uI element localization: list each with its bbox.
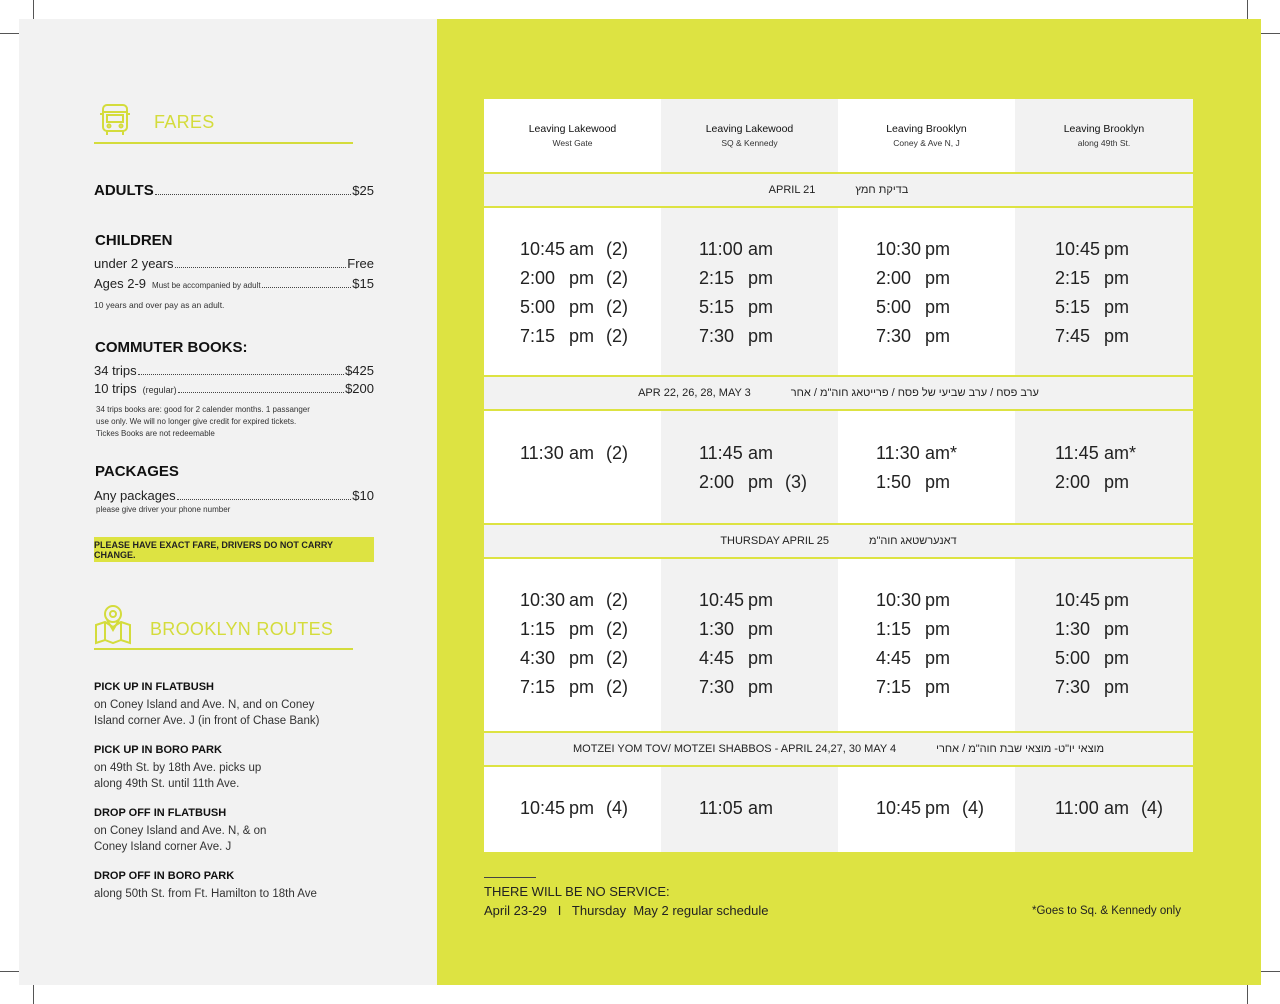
- departure-time: [1055, 235, 1141, 264]
- time-value: 7:15: [876, 677, 912, 697]
- time-value: 1:50: [876, 472, 912, 492]
- children-heading: CHILDREN: [95, 232, 173, 249]
- time-value: 7:30: [699, 677, 735, 697]
- commuter-heading: COMMUTER BOOKS:: [95, 339, 248, 356]
- am-pm: pm: [569, 268, 595, 288]
- column-title: Leaving Brooklyn: [1063, 123, 1145, 135]
- under2-row: [94, 256, 374, 271]
- crop-mark: [33, 985, 34, 1004]
- departure-time: [520, 235, 628, 264]
- am-pm: am: [1104, 798, 1130, 818]
- am-pm: am: [748, 798, 774, 818]
- column-header: [484, 99, 661, 172]
- am-pm: pm: [1104, 472, 1130, 492]
- route-text: on Coney Island and Ave. N, and on Coney Island corner Ave. J (in front of Chase Bank): [94, 699, 320, 727]
- time-value: 2:15: [699, 268, 735, 288]
- departure-time: [1055, 644, 1141, 673]
- band-english: THURSDAY APRIL 25: [720, 535, 829, 547]
- departure-time: [699, 322, 785, 351]
- departure-times: [520, 586, 628, 702]
- departure-time: [1055, 264, 1141, 293]
- departure-time: [699, 794, 785, 823]
- ages-label: Ages 2-9: [94, 276, 147, 291]
- band-english: APR 22, 26, 28, MAY 3: [638, 387, 751, 399]
- departure-times: [520, 235, 628, 351]
- am-pm: pm: [748, 297, 774, 317]
- am-pm: pm: [748, 677, 774, 697]
- departure-time: [876, 235, 962, 264]
- route-heading: DROP OFF IN BORO PARK: [94, 870, 235, 882]
- departure-time: [520, 615, 628, 644]
- trips34-row: [94, 363, 374, 378]
- route-note: (4): [962, 798, 984, 818]
- departure-time: [876, 615, 962, 644]
- column-subtitle: West Gate: [552, 138, 593, 148]
- am-pm: pm: [1104, 648, 1130, 668]
- route-text: on 49th St. by 18th Ave. picks up along 49th St. until 11th Ave.: [94, 762, 262, 790]
- am-pm: pm: [925, 590, 951, 610]
- trips10-note: (regular): [142, 385, 177, 395]
- time-value: 2:15: [1055, 268, 1091, 288]
- departure-time: [1055, 586, 1141, 615]
- am-pm: pm: [1104, 590, 1130, 610]
- departure-time: [876, 586, 962, 615]
- trips34-price: $425: [345, 363, 374, 378]
- route-heading: DROP OFF IN FLATBUSH: [94, 807, 227, 819]
- crop-mark: [1261, 971, 1280, 972]
- am-pm: am: [748, 239, 774, 259]
- departure-time: [520, 794, 628, 823]
- crop-mark: [1247, 0, 1248, 19]
- time-value: 1:30: [699, 619, 735, 639]
- am-pm: pm: [1104, 619, 1130, 639]
- adults-label: ADULTS: [94, 182, 154, 199]
- am-pm: am: [569, 443, 595, 463]
- departure-time: [520, 264, 628, 293]
- route-note: (3): [785, 472, 807, 492]
- am-pm: pm: [1104, 239, 1130, 259]
- band-english: APRIL 21: [768, 184, 816, 196]
- time-value: 11:30: [520, 443, 564, 463]
- packages-price: $10: [352, 488, 374, 503]
- route-heading: PICK UP IN FLATBUSH: [94, 681, 214, 693]
- time-value: 1:30: [1055, 619, 1091, 639]
- route-note: (2): [606, 590, 628, 610]
- am-pm: am: [569, 590, 595, 610]
- am-pm: pm: [569, 798, 595, 818]
- departure-time: [699, 293, 785, 322]
- column-title: Leaving Lakewood: [528, 123, 617, 135]
- departure-times: [1055, 794, 1163, 823]
- departure-times: [876, 439, 962, 497]
- time-value: 10:45: [699, 590, 745, 610]
- band-hebrew: בדיקת חמץ: [855, 184, 909, 196]
- time-value: 10:30: [876, 239, 922, 259]
- departure-times: [699, 586, 785, 702]
- no-service-title: THERE WILL BE NO SERVICE:: [484, 884, 670, 899]
- route-note: (2): [606, 677, 628, 697]
- time-value: 1:15: [520, 619, 556, 639]
- commuter-note: 34 trips books are: good for 2 calender months. 1 passanger use only. We will no longer give credit for expired tickets. Tickes Books are not redeemable: [96, 405, 310, 438]
- departure-time: [1055, 439, 1141, 468]
- adults-row: [94, 182, 374, 199]
- time-value: 10:30: [520, 590, 566, 610]
- am-pm: pm: [748, 590, 774, 610]
- time-value: 2:00: [699, 472, 735, 492]
- date-band: [484, 172, 1193, 208]
- am-pm: am: [748, 443, 774, 463]
- packages-heading: PACKAGES: [95, 463, 179, 480]
- am-pm: pm: [925, 677, 951, 697]
- departure-times: [876, 794, 984, 823]
- trips10-price: $200: [345, 381, 374, 396]
- time-value: 2:00: [520, 268, 556, 288]
- route-text: along 50th St. from Ft. Hamilton to 18th Ave: [94, 888, 317, 900]
- departure-times: [699, 235, 785, 351]
- departure-time: [876, 794, 984, 823]
- am-pm: am*: [925, 443, 958, 463]
- fares-title: FARES: [154, 112, 215, 132]
- column-subtitle: along 49th St.: [1077, 138, 1131, 148]
- band-english: MOTZEI YOM TOV/ MOTZEI SHABBOS - APRIL 24,27, 30 MAY 4: [572, 743, 897, 755]
- crop-mark: [0, 971, 19, 972]
- departure-time: [876, 322, 962, 351]
- am-pm: pm: [925, 472, 951, 492]
- schedule-table: [484, 99, 1193, 852]
- children-note: 10 years and over pay as an adult.: [94, 300, 225, 310]
- column-title: Leaving Brooklyn: [886, 123, 967, 135]
- am-pm: pm: [925, 326, 951, 346]
- route-note: (2): [606, 648, 628, 668]
- column-header: [838, 99, 1015, 172]
- column-header: [1015, 99, 1193, 172]
- time-value: 2:00: [876, 268, 912, 288]
- am-pm: pm: [925, 619, 951, 639]
- time-value: 10:45: [520, 239, 566, 259]
- am-pm: am*: [1104, 443, 1137, 463]
- time-value: 7:30: [1055, 677, 1091, 697]
- column-title: Leaving Lakewood: [705, 123, 794, 135]
- adults-price: $25: [352, 183, 374, 198]
- time-value: 7:30: [699, 326, 735, 346]
- departure-time: [1055, 322, 1141, 351]
- departure-time: [520, 586, 628, 615]
- footer-rule: [484, 877, 536, 878]
- departure-time: [520, 293, 628, 322]
- time-value: 11:45: [699, 443, 743, 463]
- am-pm: pm: [925, 798, 951, 818]
- time-value: 7:30: [876, 326, 912, 346]
- departure-time: [699, 439, 807, 468]
- trips10-row: [94, 381, 374, 396]
- bus-icon: [97, 102, 133, 143]
- departure-time: [1055, 468, 1141, 497]
- am-pm: pm: [748, 472, 774, 492]
- under2-label: under 2 years: [94, 256, 174, 271]
- band-hebrew: ערב פסח / ערב שביעי של פסח / פרייטאג חוה"מ / אחר: [790, 387, 1039, 399]
- time-value: 11:30: [876, 443, 920, 463]
- departure-times: [1055, 439, 1141, 497]
- departure-times: [699, 439, 807, 497]
- crop-mark: [1247, 985, 1248, 1004]
- route-note: (4): [606, 798, 628, 818]
- time-value: 5:00: [876, 297, 912, 317]
- departure-time: [876, 293, 962, 322]
- packages-label: Any packages: [94, 488, 176, 503]
- departure-time: [520, 673, 628, 702]
- am-pm: pm: [569, 619, 595, 639]
- departure-times: [876, 235, 962, 351]
- am-pm: pm: [748, 619, 774, 639]
- departure-times: [1055, 586, 1141, 702]
- footnote: *Goes to Sq. & Kennedy only: [1032, 905, 1181, 917]
- time-value: 7:15: [520, 326, 556, 346]
- departure-time: [876, 264, 962, 293]
- am-pm: pm: [569, 297, 595, 317]
- routes-title: BROOKLYN ROUTES: [150, 619, 334, 639]
- am-pm: pm: [1104, 268, 1130, 288]
- time-value: 10:45: [876, 798, 922, 818]
- am-pm: pm: [1104, 677, 1130, 697]
- column-subtitle: Coney & Ave N, J: [893, 138, 960, 148]
- time-value: 11:00: [699, 239, 743, 259]
- departure-time: [699, 673, 785, 702]
- time-value: 4:45: [699, 648, 735, 668]
- departure-time: [699, 586, 785, 615]
- trips10-label: 10 trips: [94, 381, 137, 396]
- am-pm: pm: [1104, 326, 1130, 346]
- time-value: 10:45: [1055, 239, 1101, 259]
- departure-time: [699, 264, 785, 293]
- departure-time: [1055, 615, 1141, 644]
- departure-time: [699, 235, 785, 264]
- departure-time: [1055, 293, 1141, 322]
- departure-time: [876, 439, 962, 468]
- departure-time: [520, 644, 628, 673]
- crop-mark: [33, 0, 34, 19]
- departure-times: [876, 586, 962, 702]
- column-subtitle: SQ & Kennedy: [721, 138, 778, 148]
- am-pm: pm: [748, 326, 774, 346]
- am-pm: pm: [925, 297, 951, 317]
- departure-time: [1055, 673, 1141, 702]
- am-pm: am: [569, 239, 595, 259]
- route-note: (2): [606, 443, 628, 463]
- am-pm: pm: [1104, 297, 1130, 317]
- time-value: 5:15: [1055, 297, 1091, 317]
- departure-times: [699, 794, 785, 823]
- am-pm: pm: [748, 268, 774, 288]
- time-value: 11:45: [1055, 443, 1099, 463]
- am-pm: pm: [925, 648, 951, 668]
- date-band: [484, 523, 1193, 559]
- exact-fare-notice: PLEASE HAVE EXACT FARE, DRIVERS DO NOT CARRY CHANGE.: [94, 537, 374, 562]
- time-value: 5:00: [520, 297, 556, 317]
- column-header: [661, 99, 838, 172]
- fares-underline: [94, 142, 353, 144]
- time-value: 10:45: [1055, 590, 1101, 610]
- under2-price: Free: [347, 256, 374, 271]
- time-value: 5:15: [699, 297, 735, 317]
- time-value: 10:45: [520, 798, 566, 818]
- departure-time: [876, 673, 962, 702]
- departure-times: [1055, 235, 1141, 351]
- time-value: 2:00: [1055, 472, 1091, 492]
- departure-time: [699, 468, 807, 497]
- route-note: (4): [1141, 798, 1163, 818]
- departure-time: [520, 439, 628, 468]
- route-note: (2): [606, 326, 628, 346]
- routes-underline: [94, 648, 353, 650]
- packages-row: [94, 488, 374, 503]
- time-value: 1:15: [876, 619, 912, 639]
- crop-mark: [1261, 33, 1280, 34]
- route-note: (2): [606, 297, 628, 317]
- departure-time: [699, 615, 785, 644]
- time-value: 11:05: [699, 798, 743, 818]
- route-note: (2): [606, 239, 628, 259]
- route-heading: PICK UP IN BORO PARK: [94, 744, 222, 756]
- time-value: 7:45: [1055, 326, 1091, 346]
- departure-time: [876, 644, 962, 673]
- am-pm: pm: [748, 648, 774, 668]
- departure-time: [876, 468, 962, 497]
- departure-time: [1055, 794, 1163, 823]
- departure-times: [520, 439, 628, 468]
- time-value: 4:30: [520, 648, 556, 668]
- map-pin-icon: [93, 603, 133, 650]
- route-text: on Coney Island and Ave. N, & on Coney Island corner Ave. J: [94, 825, 267, 853]
- no-service-text: April 23-29 I Thursday May 2 regular schedule: [484, 903, 769, 918]
- am-pm: pm: [925, 268, 951, 288]
- ages-row: [94, 276, 374, 291]
- time-value: 5:00: [1055, 648, 1091, 668]
- am-pm: pm: [569, 677, 595, 697]
- am-pm: pm: [569, 326, 595, 346]
- time-value: 10:30: [876, 590, 922, 610]
- ages-note: Must be accompanied by adult: [152, 281, 261, 290]
- crop-mark: [0, 33, 19, 34]
- band-hebrew: מוצאי יו"ט- מוצאי שבת חוה"מ / אחרי: [936, 743, 1104, 755]
- departure-times: [520, 794, 628, 823]
- am-pm: pm: [925, 239, 951, 259]
- band-hebrew: דאנערשטאג חוה"מ: [868, 535, 957, 547]
- time-value: 11:00: [1055, 798, 1099, 818]
- departure-time: [699, 644, 785, 673]
- packages-note: please give driver your phone number: [96, 505, 231, 514]
- date-band: [484, 375, 1193, 411]
- time-value: 4:45: [876, 648, 912, 668]
- departure-time: [520, 322, 628, 351]
- route-note: (2): [606, 619, 628, 639]
- time-value: 7:15: [520, 677, 556, 697]
- am-pm: pm: [569, 648, 595, 668]
- ages-price: $15: [352, 276, 374, 291]
- trips34-label: 34 trips: [94, 363, 137, 378]
- date-band: [484, 731, 1193, 767]
- route-note: (2): [606, 268, 628, 288]
